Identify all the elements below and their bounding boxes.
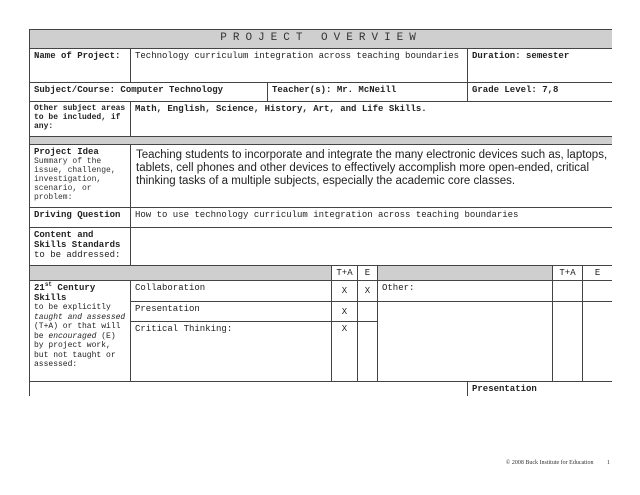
- content-standards-value: [131, 228, 613, 266]
- project-overview-form: [29, 29, 612, 396]
- century-skills-desc: to be explicitly taught and assessed (T+A) or that will be encouraged (E) by project work, but not taught or assessed:: [34, 303, 126, 369]
- project-idea-value: Teaching students to incorporate and integrate the many electronic devices such as, laptops, tablets, cell phones and other devices to effectively accomplish more open-ended, critical thinking tasks of a multiple subjects, especially the academic core classes.: [131, 145, 613, 208]
- project-idea-label-cell: [30, 145, 131, 208]
- subject-value: Computer Technology: [120, 85, 224, 95]
- skill-presentation-e: [358, 302, 378, 322]
- skill-presentation: Presentation: [131, 302, 332, 322]
- page-title: PROJECT OVERVIEW: [30, 30, 613, 49]
- duration-cell: [468, 49, 613, 83]
- content-standards-label: Content and Skills Standards: [34, 230, 121, 250]
- century-skills-label: 21st Century Skills: [34, 281, 96, 303]
- skill-collaboration: Collaboration: [131, 281, 332, 302]
- e-header-right: E: [583, 266, 613, 281]
- skill-critical-thinking-ta: X: [332, 322, 358, 382]
- grade-value: 7,8: [542, 85, 559, 95]
- presentation-cut-label: Presentation: [472, 384, 537, 394]
- content-standards-label-cell: [30, 228, 131, 266]
- project-idea-sublabel: Summary of the issue, challenge, investigation, scenario, or problem:: [34, 157, 116, 202]
- e-header-left: E: [358, 266, 378, 281]
- section-divider: [30, 137, 613, 145]
- presentation-cut-cell: [468, 382, 613, 397]
- teacher-cell: [268, 83, 468, 102]
- skills-header-blank: [30, 266, 332, 281]
- other-subjects-label: Other subject areas to be included, if any:: [30, 102, 131, 137]
- subject-cell: [30, 83, 268, 102]
- grade-label: Grade Level:: [472, 85, 537, 95]
- skill-presentation-ta: X: [332, 302, 358, 322]
- skill-critical-thinking: Critical Thinking:: [131, 322, 332, 382]
- page-number: 1: [607, 460, 610, 466]
- subject-label: Subject/Course:: [34, 85, 116, 95]
- skill-other-blank-ta: [553, 302, 583, 382]
- ta-header-left: T+A: [332, 266, 358, 281]
- skill-other-blank-e: [583, 302, 613, 382]
- century-skills-label-cell: [30, 281, 131, 382]
- ta-header-right: T+A: [553, 266, 583, 281]
- skill-other-e: [583, 281, 613, 302]
- name-of-project-value: Technology curriculum integration across teaching boundaries: [131, 49, 468, 83]
- teacher-value: Mr. McNeill: [336, 85, 397, 95]
- presentation-row-blank: [30, 382, 468, 397]
- driving-question-label: Driving Question: [30, 208, 131, 228]
- skill-collaboration-e: X: [358, 281, 378, 302]
- grade-cell: [468, 83, 613, 102]
- name-of-project-label: Name of Project:: [30, 49, 131, 83]
- other-subjects-value: Math, English, Science, History, Art, and Life Skills.: [131, 102, 613, 137]
- copyright-text: © 2008 Buck Institute for Education: [505, 460, 594, 466]
- page-footer: [506, 460, 610, 466]
- skill-critical-thinking-e: [358, 322, 378, 382]
- project-idea-label: Project Idea: [34, 147, 99, 157]
- skill-other-label: Other:: [378, 281, 553, 302]
- content-standards-sublabel: to be addressed:: [34, 250, 121, 260]
- duration-value: semester: [526, 51, 570, 61]
- duration-label: Duration:: [472, 51, 521, 61]
- skill-other-blank: [378, 302, 553, 382]
- skills-header-blank-right: [378, 266, 553, 281]
- skill-other-ta: [553, 281, 583, 302]
- teacher-label: Teacher(s):: [272, 85, 332, 95]
- driving-question-value: How to use technology curriculum integration across teaching boundaries: [131, 208, 613, 228]
- skill-collaboration-ta: X: [332, 281, 358, 302]
